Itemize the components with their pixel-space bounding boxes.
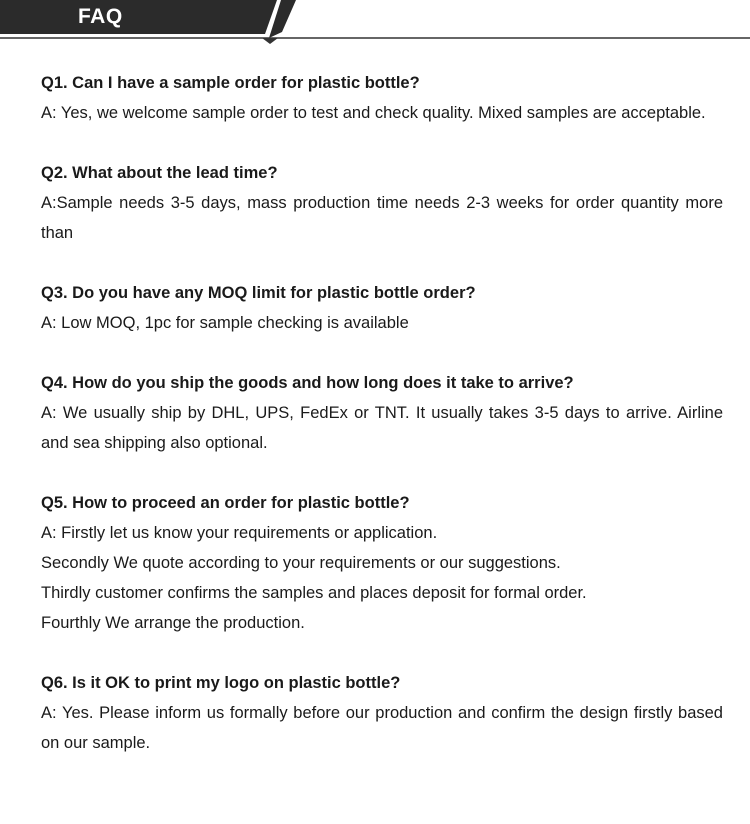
faq-item	[41, 488, 723, 638]
faq-item	[41, 68, 723, 128]
faq-answer-line: A: Low MOQ, 1pc for sample checking is available	[41, 314, 409, 332]
faq-answer	[41, 398, 723, 458]
faq-header	[0, 0, 750, 46]
faq-item	[41, 158, 723, 248]
faq-question: Q2. What about the lead time?	[41, 164, 278, 182]
faq-question: Q6. Is it OK to print my logo on plastic bottle?	[41, 674, 401, 692]
faq-item	[41, 278, 723, 338]
faq-answer-line: A: We usually ship by DHL, UPS, FedEx or TNT. It usually takes 3-5 days to arrive. Airline and sea shipping also optional.	[41, 404, 723, 452]
faq-answer-line: Thirdly customer confirms the samples and places deposit for formal order.	[41, 584, 587, 602]
faq-answer-line: A: Firstly let us know your requirements or application.	[41, 524, 438, 542]
page-title: FAQ	[78, 5, 123, 28]
faq-answer-line: A: Yes. Please inform us formally before our production and confirm the design firstly based on our sample.	[41, 704, 723, 752]
faq-answer-line: A: Yes, we welcome sample order to test and check quality. Mixed samples are acceptable.	[41, 104, 706, 122]
faq-question: Q4. How do you ship the goods and how long does it take to arrive?	[41, 374, 574, 392]
faq-item	[41, 368, 723, 458]
faq-answer	[41, 698, 723, 758]
faq-answer	[41, 188, 723, 248]
faq-question: Q1. Can I have a sample order for plastic bottle?	[41, 74, 420, 92]
faq-answer-line: Fourthly We arrange the production.	[41, 614, 305, 632]
faq-answer	[41, 98, 723, 128]
faq-answer-line: A:Sample needs 3-5 days, mass production time needs 2-3 weeks for order quantity more than	[41, 194, 723, 242]
faq-question: Q3. Do you have any MOQ limit for plastic bottle order?	[41, 284, 476, 302]
faq-answer	[41, 518, 723, 638]
faq-answer-line: Secondly We quote according to your requirements or our suggestions.	[41, 554, 561, 572]
faq-item	[41, 668, 723, 758]
faq-question: Q5. How to proceed an order for plastic bottle?	[41, 494, 410, 512]
faq-list	[41, 68, 723, 788]
faq-answer	[41, 308, 723, 338]
